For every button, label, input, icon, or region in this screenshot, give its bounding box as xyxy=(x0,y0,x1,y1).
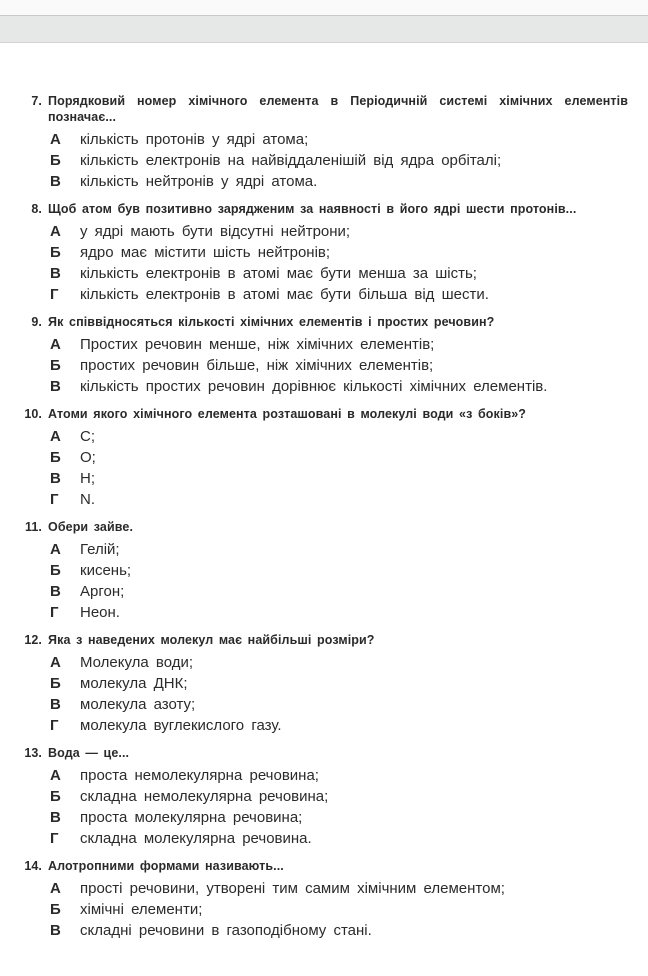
question xyxy=(0,93,648,192)
answer-option xyxy=(0,468,648,489)
option-text: Простих речовин менше, ніж хімічних елементів; xyxy=(80,336,435,353)
option-text: Аргон; xyxy=(80,583,125,600)
option-text: Неон. xyxy=(80,604,120,621)
option-letter: Г xyxy=(50,491,59,508)
option-letter: В xyxy=(50,470,61,487)
answer-option xyxy=(0,715,648,736)
answer-option xyxy=(0,581,648,602)
answer-options xyxy=(0,129,648,192)
answer-option xyxy=(0,284,648,305)
question-text: Алотропними формами називають... xyxy=(48,859,284,873)
option-letter: В xyxy=(50,809,61,826)
option-letter: Б xyxy=(50,152,61,169)
option-text: складна молекулярна речовина. xyxy=(80,830,312,847)
option-letter: А xyxy=(50,880,61,897)
answer-option xyxy=(0,899,648,920)
option-letter: В xyxy=(50,922,61,939)
answer-option xyxy=(0,694,648,715)
option-letter: Г xyxy=(50,717,59,734)
option-letter: Г xyxy=(50,604,59,621)
option-text: кількість електронів на найвіддаленішій від ядра орбіталі; xyxy=(80,152,502,169)
option-letter: В xyxy=(50,173,61,190)
question xyxy=(0,519,648,623)
question-list xyxy=(0,93,648,950)
question-text: Яка з наведених молекул має найбільші розміри? xyxy=(48,633,375,647)
option-text: молекула вуглекислого газу. xyxy=(80,717,282,734)
question-number: 11. xyxy=(25,520,42,534)
option-text: молекула азоту; xyxy=(80,696,196,713)
option-letter: Б xyxy=(50,562,61,579)
question-title xyxy=(0,93,648,125)
question-text: Як співвідносяться кількості хімічних елементів і простих речовин? xyxy=(48,315,495,329)
top-band xyxy=(0,0,648,16)
answer-options xyxy=(0,878,648,941)
question-number: 10. xyxy=(24,407,42,421)
option-text: O; xyxy=(80,449,96,466)
answer-options xyxy=(0,221,648,305)
option-letter: А xyxy=(50,541,61,558)
option-letter: А xyxy=(50,336,61,353)
question-text: Обери зайве. xyxy=(48,520,134,534)
option-text: кількість простих речовин дорівнює кількості хімічних елементів. xyxy=(80,378,548,395)
option-text: у ядрі мають бути відсутні нейтрони; xyxy=(80,223,351,240)
question-number: 9. xyxy=(31,315,42,329)
answer-options xyxy=(0,539,648,623)
question xyxy=(0,201,648,305)
option-letter: В xyxy=(50,696,61,713)
option-text: C; xyxy=(80,428,95,445)
option-text: простих речовин більше, ніж хімічних елементів; xyxy=(80,357,434,374)
option-letter: А xyxy=(50,428,61,445)
option-letter: Г xyxy=(50,830,59,847)
option-text: хімічні елементи; xyxy=(80,901,203,918)
option-text: проста немолекулярна речовина; xyxy=(80,767,319,784)
question-number: 7. xyxy=(31,94,42,108)
answer-option xyxy=(0,150,648,171)
question-number: 12. xyxy=(24,633,42,647)
answer-option xyxy=(0,242,648,263)
answer-option xyxy=(0,786,648,807)
option-text: кількість протонів у ядрі атома; xyxy=(80,131,309,148)
option-text: кисень; xyxy=(80,562,132,579)
question-title xyxy=(0,406,648,422)
question-number: 8. xyxy=(31,202,42,216)
question xyxy=(0,314,648,397)
answer-option xyxy=(0,171,648,192)
option-letter: В xyxy=(50,265,61,282)
answer-option xyxy=(0,652,648,673)
question xyxy=(0,406,648,510)
answer-option xyxy=(0,447,648,468)
option-text: кількість електронів в атомі має бути більша від шести. xyxy=(80,286,489,303)
question-number: 14. xyxy=(24,859,42,873)
question-title xyxy=(0,201,648,217)
option-text: молекула ДНК; xyxy=(80,675,188,692)
answer-options xyxy=(0,334,648,397)
option-letter: В xyxy=(50,378,61,395)
answer-option xyxy=(0,673,648,694)
question-text: Атоми якого хімічного елемента розташовані в молекулі води «з боків»? xyxy=(48,407,527,421)
question-text: Вода — це... xyxy=(48,746,130,760)
answer-option xyxy=(0,376,648,397)
header-bar xyxy=(0,16,648,43)
option-text: ядро має містити шість нейтронів; xyxy=(80,244,331,261)
answer-option xyxy=(0,807,648,828)
question-text: Щоб атом був позитивно зарядженим за наявності в його ядрі шести протонів... xyxy=(48,202,577,216)
option-text: Молекула води; xyxy=(80,654,194,671)
answer-option xyxy=(0,355,648,376)
option-letter: Б xyxy=(50,357,61,374)
question-text: Порядковий номер хімічного елемента в Періодичній системі хімічних елементів позначає... xyxy=(48,94,628,124)
option-letter: Б xyxy=(50,449,61,466)
question-title xyxy=(0,632,648,648)
option-letter: А xyxy=(50,223,61,240)
answer-option xyxy=(0,560,648,581)
answer-option xyxy=(0,426,648,447)
question-title xyxy=(0,519,648,535)
answer-option xyxy=(0,602,648,623)
option-text: H; xyxy=(80,470,95,487)
answer-option xyxy=(0,828,648,849)
option-letter: Б xyxy=(50,901,61,918)
question xyxy=(0,632,648,736)
answer-option xyxy=(0,920,648,941)
option-text: Гелій; xyxy=(80,541,120,558)
option-text: кількість електронів в атомі має бути менша за шість; xyxy=(80,265,477,282)
answer-option xyxy=(0,334,648,355)
option-text: прості речовини, утворені тим самим хімічним елементом; xyxy=(80,880,505,897)
answer-option xyxy=(0,129,648,150)
answer-option xyxy=(0,539,648,560)
option-text: складна немолекулярна речовина; xyxy=(80,788,329,805)
option-letter: А xyxy=(50,767,61,784)
question-title xyxy=(0,314,648,330)
answer-option xyxy=(0,263,648,284)
answer-options xyxy=(0,652,648,736)
question-title xyxy=(0,858,648,874)
option-letter: Б xyxy=(50,788,61,805)
answer-options xyxy=(0,426,648,510)
option-letter: А xyxy=(50,654,61,671)
option-text: складні речовини в газоподібному стані. xyxy=(80,922,372,939)
answer-option xyxy=(0,489,648,510)
answer-options xyxy=(0,765,648,849)
answer-option xyxy=(0,765,648,786)
option-letter: Б xyxy=(50,244,61,261)
option-text: кількість нейтронів у ядрі атома. xyxy=(80,173,318,190)
question-number: 13. xyxy=(24,746,42,760)
question xyxy=(0,745,648,849)
option-text: N. xyxy=(80,491,95,508)
option-letter: Б xyxy=(50,675,61,692)
option-text: проста молекулярна речовина; xyxy=(80,809,303,826)
option-letter: Г xyxy=(50,286,59,303)
answer-option xyxy=(0,878,648,899)
option-letter: В xyxy=(50,583,61,600)
option-letter: А xyxy=(50,131,61,148)
question-title xyxy=(0,745,648,761)
question xyxy=(0,858,648,941)
answer-option xyxy=(0,221,648,242)
